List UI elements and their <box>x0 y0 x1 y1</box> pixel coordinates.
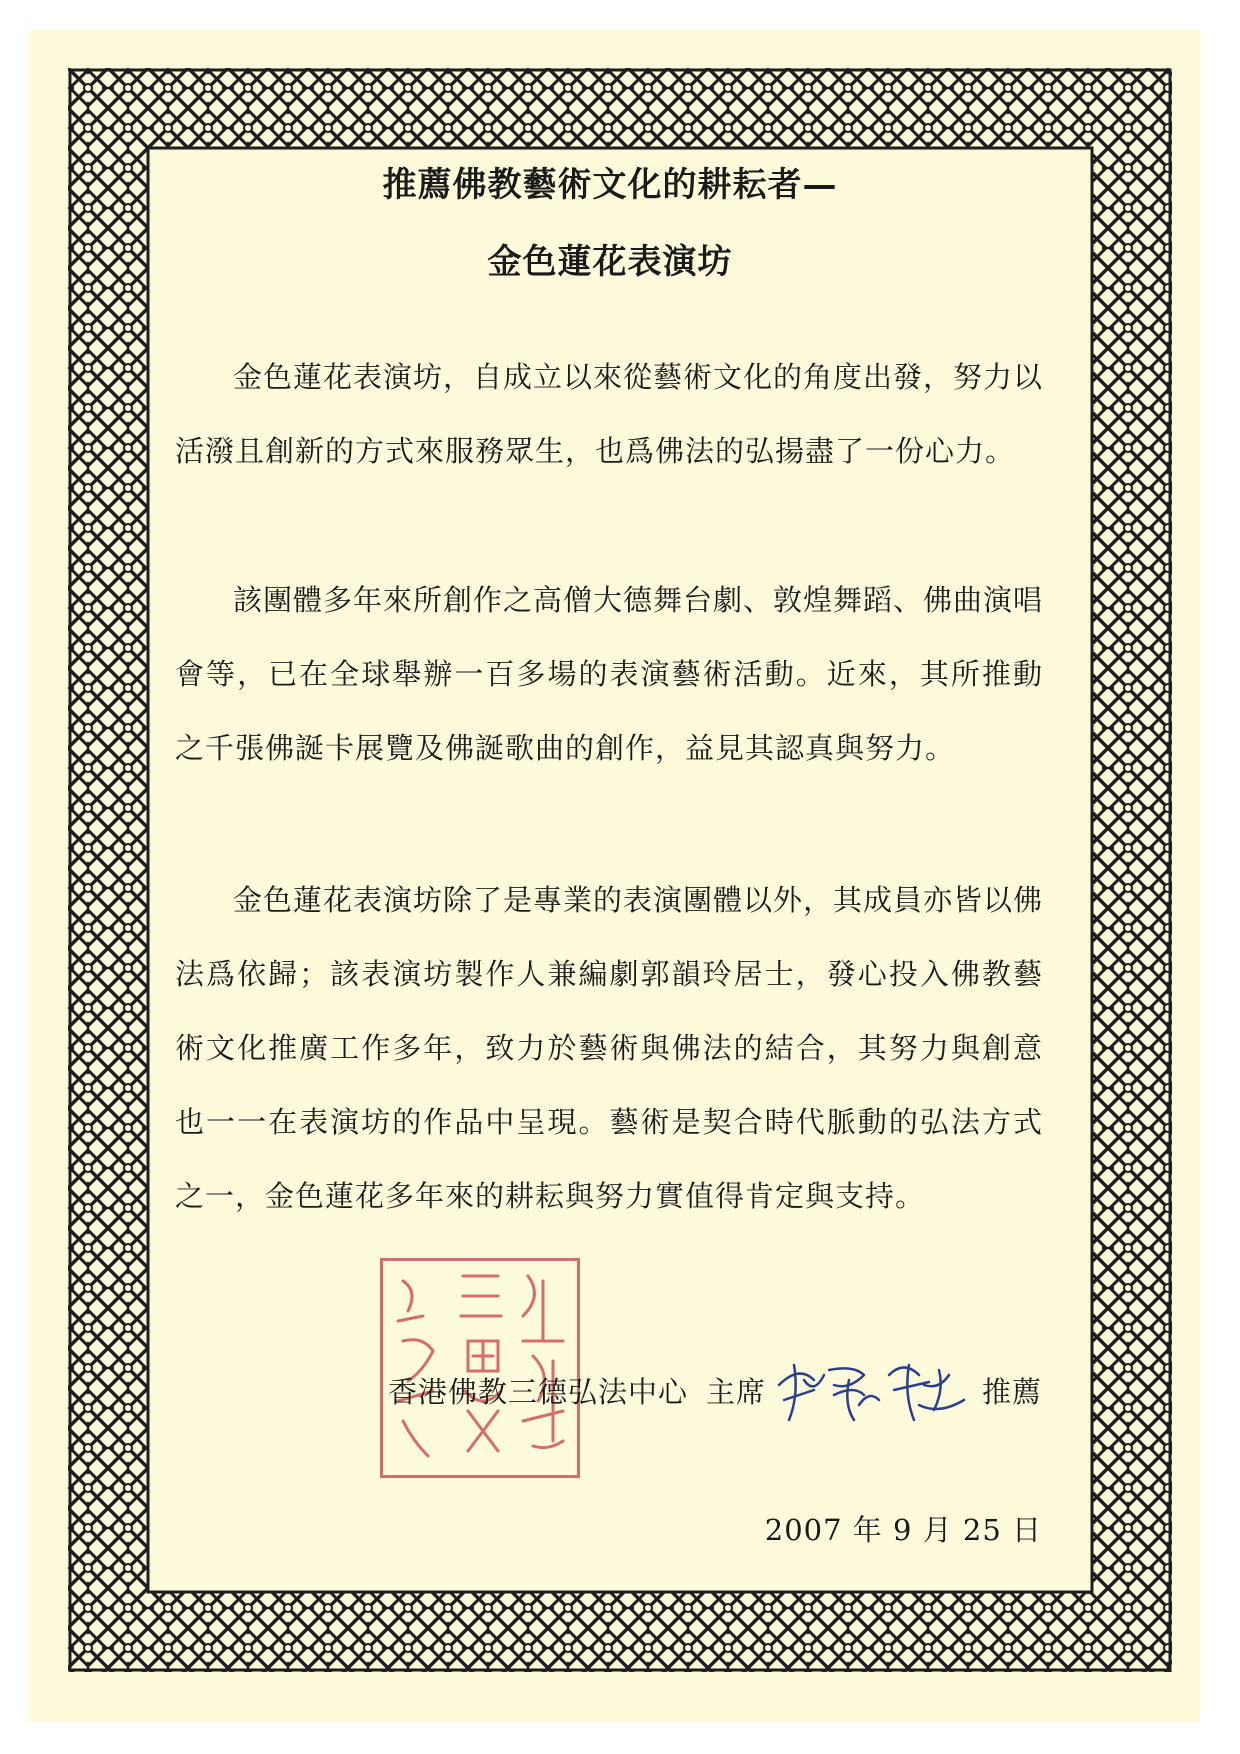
signature-line <box>388 1355 1042 1425</box>
title-line-1: 推薦佛教藝術文化的耕耘者— <box>382 165 838 205</box>
handwritten-signature <box>774 1355 974 1425</box>
title-line-2: 金色蓮花表演坊 <box>487 242 733 282</box>
letter-date: 2007 年 9 月 25 日 <box>764 1513 1042 1547</box>
paragraph-2: 該團體多年來所創作之高僧大德舞台劇、敦煌舞蹈、佛曲演唱會等，已在全球舉辦一百多場的表演藝術活動。近來，其所推動之千張佛誕卡展覽及佛誕歌曲的創作，益見其認真與努力。 <box>175 583 1044 765</box>
signatory-organization: 香港佛教三德弘法中心 <box>387 1374 688 1409</box>
paragraph-3: 金色蓮花表演坊除了是專業的表演團體以外，其成員亦皆以佛法爲依歸；該表演坊製作人兼編劇郭韻玲居士，發心投入佛教藝術文化推廣工作多年，致力於藝術與佛法的結合，其努力與創意也一一在表演坊的作品中呈現。藝術是契合時代脈動的弘法方式之一，金色蓮花多年來的耕耘與努力實值得肯定與支持。 <box>175 883 1044 1213</box>
signatory-position: 主席 <box>705 1374 766 1409</box>
signature-action: 推薦 <box>981 1374 1042 1409</box>
paragraph-1: 金色蓮花表演坊，自成立以來從藝術文化的角度出發，努力以活潑且創新的方式來服務眾生，也爲佛法的弘揚盡了一份心力。 <box>175 360 1044 468</box>
letter-content <box>175 150 1045 1600</box>
